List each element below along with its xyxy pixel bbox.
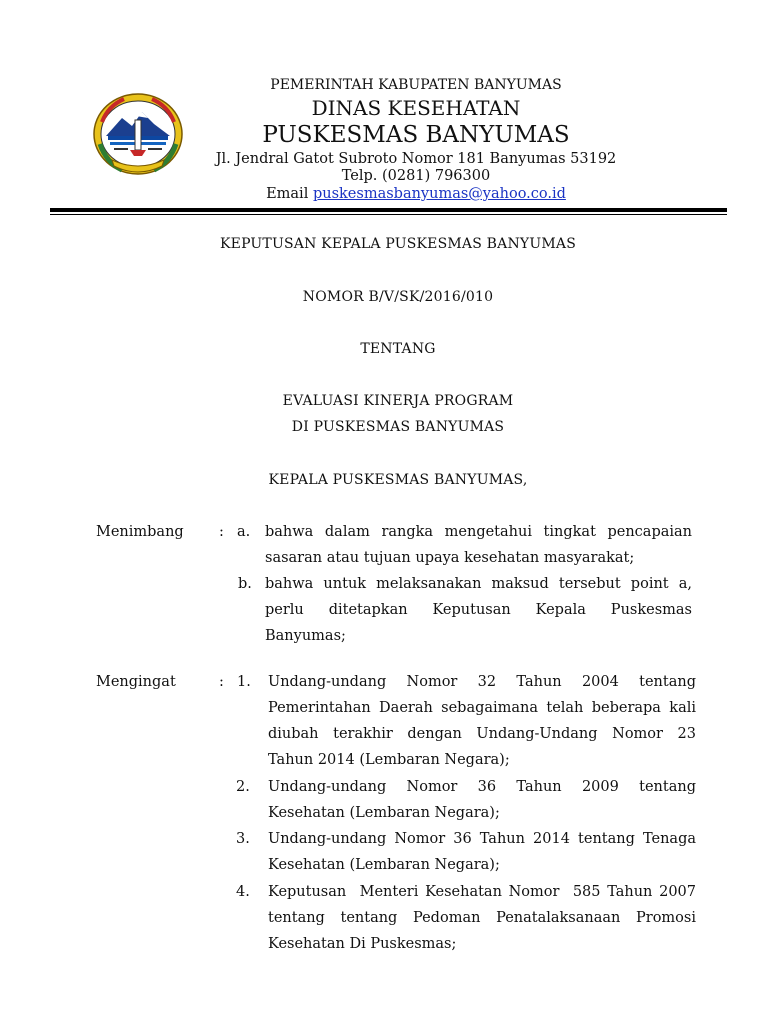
text-line: Pemerintahan Daerah sebagaimana telah beberapa kali (268, 700, 696, 716)
institution-name: PUSKESMAS BANYUMAS (262, 122, 570, 148)
list-marker: 2. (236, 779, 250, 795)
regency-crest-icon (92, 92, 184, 176)
list-marker: a. (237, 524, 251, 540)
email-label: Email (266, 186, 309, 202)
decree-issuer: KEPALA PUSKESMAS BANYUMAS, (268, 472, 528, 488)
mengingat-label: Mengingat (96, 674, 176, 690)
text-line: perlu ditetapkan Keputusan Kepala Puskesmas (265, 602, 692, 618)
text-line: Undang-undang Nomor 32 Tahun 2004 tentang (268, 674, 696, 690)
text-line: Kesehatan Di Puskesmas; (268, 936, 457, 952)
phone-line: Telp. (0281) 796300 (341, 168, 491, 184)
agency-name: DINAS KESEHATAN (311, 96, 521, 120)
decree-subject-line-1: EVALUASI KINERJA PROGRAM (282, 393, 514, 409)
text-line: Kesehatan (Lembaran Negara); (268, 857, 500, 873)
letterhead-divider (50, 208, 727, 212)
text-line: Tahun 2014 (Lembaran Negara); (268, 752, 510, 768)
list-marker: 4. (236, 884, 250, 900)
text-line: Keputusan Menteri Kesehatan Nomor 585 Tahun 2007 (268, 884, 696, 900)
text-line: bahwa untuk melaksanakan maksud tersebut point a, (265, 576, 692, 592)
text-line: Kesehatan (Lembaran Negara); (268, 805, 500, 821)
list-item-text (268, 669, 696, 773)
decree-title: KEPUTUSAN KEPALA PUSKESMAS BANYUMAS (219, 236, 576, 252)
text-line: diubah terakhir dengan Undang-Undang Nomor 23 (268, 726, 696, 742)
list-item-text (268, 879, 696, 957)
decree-subject-line-2: DI PUSKESMAS BANYUMAS (291, 419, 505, 435)
menimbang-label: Menimbang (96, 524, 184, 540)
list-item-text (268, 826, 696, 878)
list-item-text (265, 571, 692, 649)
list-marker: b. (238, 576, 252, 592)
list-marker: 1. (237, 674, 251, 690)
text-line: Undang-undang Nomor 36 Tahun 2014 tentang Tenaga (268, 831, 696, 847)
list-marker: 3. (236, 831, 250, 847)
decree-number: NOMOR B/V/SK/2016/010 (302, 289, 494, 305)
text-line: tentang tentang Pedoman Penatalaksanaan Promosi (268, 910, 696, 926)
text-line: Undang-undang Nomor 36 Tahun 2009 tentang (268, 779, 696, 795)
menimbang-colon: : (219, 524, 224, 540)
address-line: Jl. Jendral Gatot Subroto Nomor 181 Banyumas 53192 (215, 151, 617, 167)
text-line: bahwa dalam rangka mengetahui tingkat pencapaian (265, 524, 692, 540)
text-line: Banyumas; (265, 628, 346, 644)
list-item-text (268, 774, 696, 826)
email-link[interactable]: puskesmasbanyumas@yahoo.co.id (312, 186, 566, 202)
government-name: PEMERINTAH KABUPATEN BANYUMAS (270, 77, 562, 93)
text-line: sasaran atau tujuan upaya kesehatan masyarakat; (265, 550, 635, 566)
mengingat-colon: : (219, 674, 224, 690)
decree-about: TENTANG (360, 341, 436, 357)
email-line (200, 186, 632, 202)
list-item-text (265, 519, 692, 571)
letterhead-divider-thin (50, 214, 727, 215)
